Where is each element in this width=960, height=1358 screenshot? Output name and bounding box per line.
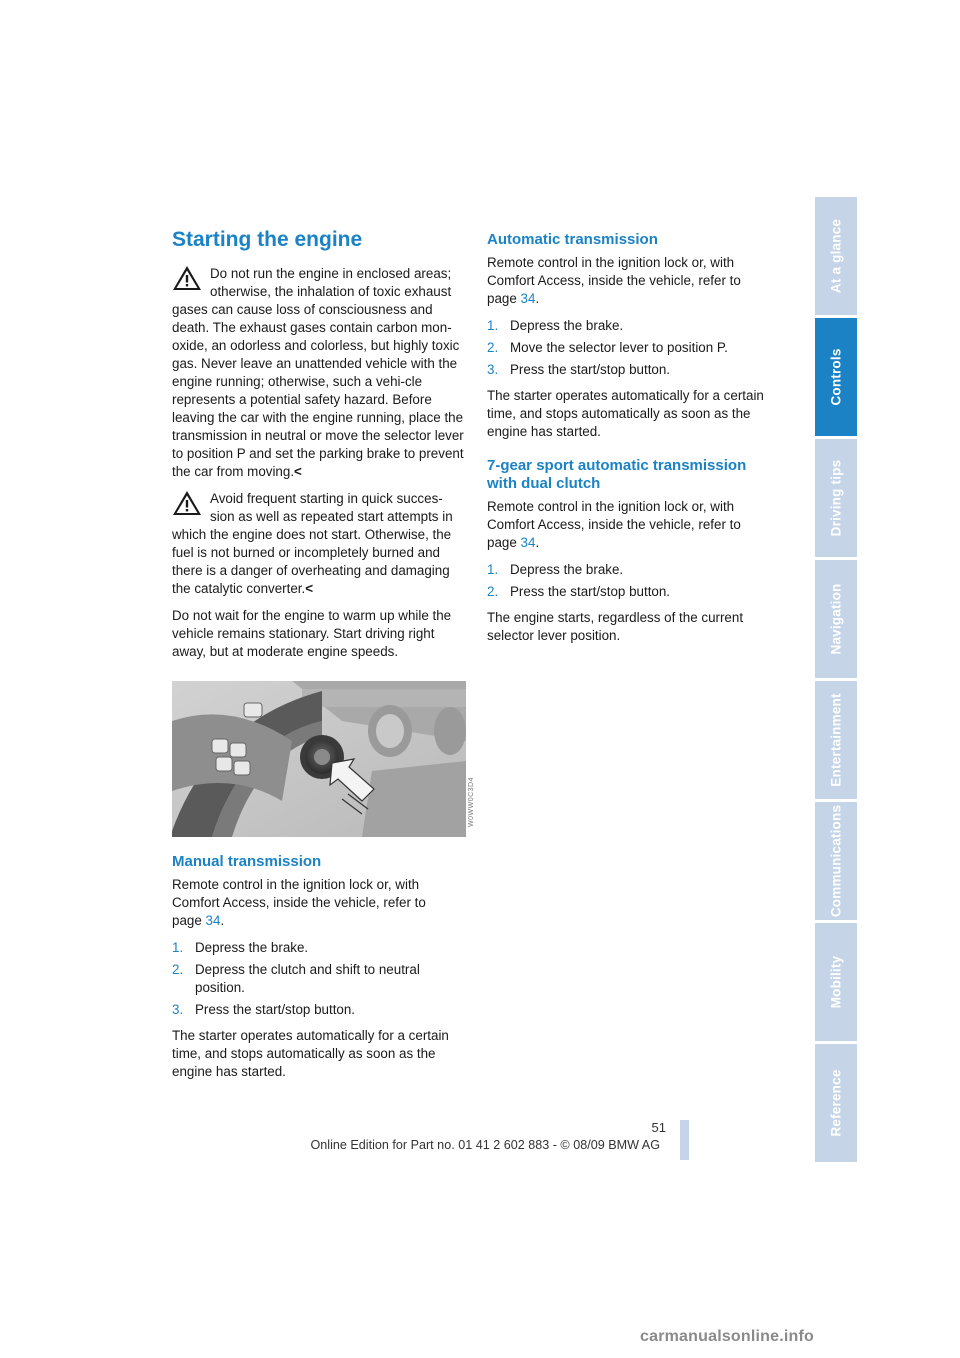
- tab-communications[interactable]: [815, 802, 857, 920]
- list-item: [487, 583, 779, 601]
- step-text: Depress the clutch and shift to neutral position.: [195, 962, 420, 995]
- start-stop-button-photo: [172, 681, 475, 837]
- step-text: Press the start/stop button.: [195, 1002, 356, 1017]
- step-text: Depress the brake.: [195, 940, 309, 955]
- warning-triangle-icon: [172, 265, 202, 291]
- manual-intro-text: Remote control in the ignition lock or, with Comfort Access, inside the vehicle, refer to page: [172, 877, 426, 928]
- page-number-bar: [680, 1120, 689, 1160]
- edition-footer: Online Edition for Part no. 01 41 2 602 883 - © 08/09 BMW AG: [310, 1138, 660, 1152]
- tab-mobility[interactable]: [815, 923, 857, 1041]
- step-text: Depress the brake.: [510, 562, 624, 577]
- end-mark: <: [305, 581, 314, 596]
- list-item: [487, 361, 779, 379]
- list-item: [487, 317, 779, 335]
- tab-entertainment[interactable]: [815, 681, 857, 799]
- tab-label: Controls: [828, 348, 844, 406]
- step-text: Press the start/stop button.: [510, 362, 671, 377]
- step-text: Press the start/stop button.: [510, 584, 671, 599]
- warning-block-starting: [172, 490, 466, 598]
- manual-outro: The starter operates automatically for a certain time, and stops automatically as soon as the engine has started.: [172, 1028, 449, 1079]
- step-number: 1.: [487, 562, 499, 577]
- step-number: 3.: [172, 1002, 184, 1017]
- warning-block-exhaust: [172, 265, 466, 481]
- list-item: [172, 939, 466, 957]
- tab-label: Mobility: [828, 955, 844, 1009]
- image-code: W0WW0C3D4: [468, 777, 475, 828]
- step-text: Depress the brake.: [510, 318, 624, 333]
- list-item: [172, 1001, 466, 1019]
- list-item: [487, 339, 779, 357]
- automatic-outro: The starter operates automatically for a certain time, and stops automatically as soon as the engine has started.: [487, 388, 764, 439]
- step-text: Move the selector lever to position P.: [510, 340, 728, 355]
- right-column: [487, 231, 779, 654]
- automatic-transmission-heading: Automatic transmission: [487, 231, 658, 248]
- sport-transmission-heading: 7-gear sport automatic transmission with dual clutch: [487, 457, 747, 492]
- chapter-tabs: [815, 197, 857, 1165]
- sport-steps: [487, 561, 779, 601]
- page-link[interactable]: 34: [205, 913, 221, 928]
- automatic-intro-text: Remote control in the ignition lock or, with Comfort Access, inside the vehicle, refer to page: [487, 255, 741, 306]
- step-number: 3.: [487, 362, 499, 377]
- tab-label: At a glance: [828, 218, 844, 294]
- page-title: Starting the engine: [172, 228, 363, 251]
- sport-intro: [487, 498, 779, 552]
- intro-end: .: [220, 913, 225, 928]
- left-column: [172, 265, 475, 1090]
- tab-at-a-glance[interactable]: [815, 197, 857, 315]
- step-number: 1.: [172, 940, 184, 955]
- tab-driving-tips[interactable]: [815, 439, 857, 557]
- step-number: 2.: [487, 584, 499, 599]
- page-link[interactable]: 34: [520, 535, 536, 550]
- list-item: [172, 961, 466, 997]
- warning-text: Do not run the engine in enclosed areas; otherwise, the inhalation of toxic exhaust gases can cause loss of consciousness and death. The exhaust gases contain carbon mon-oxide, an odorless and colorless, but highly toxic gas. Never leave an unattended vehicle with the engine running; otherwise, such a vehi-cle represents a potential safety hazard. Before leaving the car with the engine running, place the transmission in neutral or move the selector lever to position P and set the parking brake to prevent the car from moving.: [172, 266, 464, 479]
- sport-outro: The engine starts, regardless of the current selector lever position.: [487, 610, 744, 643]
- tab-label: Entertainment: [828, 693, 844, 787]
- tab-label: Reference: [828, 1069, 844, 1137]
- manual-transmission-heading: Manual transmission: [172, 853, 322, 870]
- automatic-intro: [487, 254, 779, 308]
- tab-label: Navigation: [828, 583, 844, 655]
- sport-intro-text: Remote control in the ignition lock or, with Comfort Access, inside the vehicle, refer to page: [487, 499, 741, 550]
- warning-text: Avoid frequent starting in quick succes-sion as well as repeated start attempts in which the engine does not start. Otherwise, the fuel is not burned or incompletely burned and there is a danger of overheating and damaging the catalytic converter.: [172, 491, 453, 596]
- end-mark: <: [294, 464, 302, 479]
- tab-label: Communications: [828, 804, 844, 918]
- tab-navigation[interactable]: [815, 560, 857, 678]
- intro-end: .: [535, 291, 540, 306]
- automatic-steps: [487, 317, 779, 379]
- page-link[interactable]: 34: [520, 291, 536, 306]
- tab-reference[interactable]: [815, 1044, 857, 1162]
- step-number: 1.: [487, 318, 499, 333]
- warning-triangle-icon: [172, 490, 202, 516]
- manual-intro: [172, 876, 466, 930]
- step-number: 2.: [172, 962, 184, 977]
- intro-end: .: [535, 535, 540, 550]
- tab-label: Driving tips: [828, 459, 844, 537]
- site-watermark[interactable]: carmanualsonline.info: [640, 1328, 815, 1345]
- tab-controls[interactable]: [815, 318, 857, 436]
- manual-steps: [172, 939, 466, 1019]
- warm-up-paragraph: Do not wait for the engine to warm up while the vehicle remains stationary. Start driving right away, but at moderate engine speeds.: [172, 608, 452, 659]
- list-item: [487, 561, 779, 579]
- step-number: 2.: [487, 340, 499, 355]
- page-number: 51: [651, 1120, 666, 1135]
